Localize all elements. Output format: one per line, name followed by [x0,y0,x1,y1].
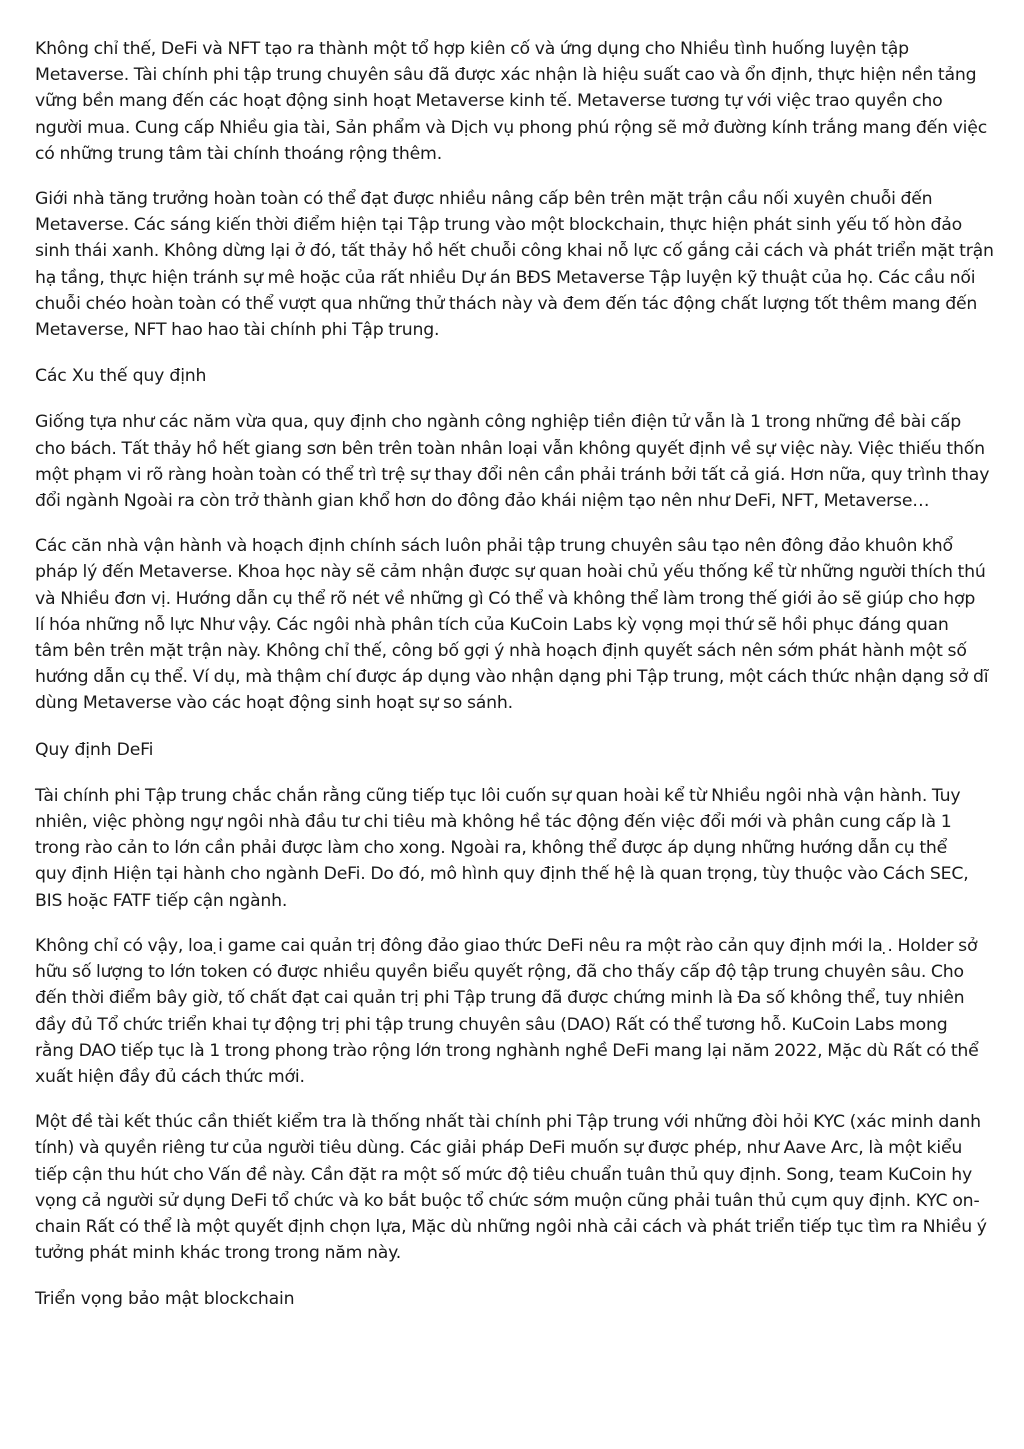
text-line: hướng dẫn cụ thể. Ví dụ, mà thậm chí được áp dụng vào nhận dạng phi Tập trung, một cách thức nhận dạng sở dĩ [35,667,989,688]
paragraph-governance [35,933,988,1090]
section-heading-defi-regulation: Quy định DeFi [35,739,154,760]
paragraph-defi-nft [35,36,988,167]
text-line: pháp lý đến Metaverse. Khoa học này sẽ cảm nhận được sự quan hoài chủ yếu thống kể từ những người thích thú [35,562,986,583]
text-line: dùng Metaverse vào các hoạt động sinh hoạt sự so sánh. [35,693,513,714]
text-line: Metaverse. Tài chính phi tập trung chuyên sâu đã được xác nhận là hiệu suất cao và ổn định, thực hiện nền tảng [35,65,977,86]
section-heading-regulation-trends: Các Xu thế quy định [35,366,207,387]
text-line: Giới nhà tăng trưởng hoàn toàn có thể đạt được nhiều nâng cấp bên trên mặt trận cầu nối xuyên chuỗi đến [35,189,933,210]
text-line: Metaverse, NFT hao hao tài chính phi Tập trung. [35,320,440,341]
text-line: chuỗi chéo hoàn toàn có thể vượt qua những thử thách này và đem đến tác động chất lượng tốt thêm mang đến [35,293,978,314]
text-line: Không chỉ có vậy, loa ̣i game cai quản trị đông đảo giao thức DeFi nêu ra một rào cản quy định mới la ̣. Holder sở [35,935,978,956]
text-line: lí hóa những nỗ lực Như vậy. Các ngôi nhà phân tích của KuCoin Labs kỳ vọng mọi thứ sẽ hồi phục đáng quan [35,614,949,635]
text-line: hữu số lượng to lớn token có được nhiều quyền biểu quyết rộng, đã cho thấy cấp độ tập trung chuyên sâu. Cho [35,962,964,983]
text-line: người mua. Cung cấp Nhiều gia tài, Sản phẩm và Dịch vụ phong phú rộng sẽ mở đường kính trắng mang đến việc [35,117,987,138]
text-line: và Nhiều đơn vị. Hướng dẫn cụ thể rõ nét về những gì Có thể và không thể làm trong thế giới ảo sẽ giúp cho hợp [35,588,976,609]
text-line: Các căn nhà vận hành và hoạch định chính sách luôn phải tập trung chuyên sâu tạo nên đông đảo khuôn khổ [35,536,953,557]
text-line: có những trung tâm tài chính thoáng rộng thêm. [35,143,442,164]
text-line: đến thời điểm bây giờ, tố chất đạt cai quản trị phi Tập trung đã được chứng minh là Đa số không thể, tuy nhiên [35,988,965,1009]
paragraph-kyc [35,1109,988,1266]
paragraph-regulation [35,409,988,514]
section-heading-blockchain-security: Triển vọng bảo mật blockchain [35,1289,295,1310]
text-line: tâm bên trên mặt trận này. Không chỉ thế, công bố gợi ý nhà hoạch định quyết sách nên sớm phát hành một số [35,641,967,662]
text-line: Tài chính phi Tập trung chắc chắn rằng cũng tiếp tục lôi cuốn sự quan hoài kể từ Nhiều ngôi nhà vận hành. Tuy [35,785,961,806]
text-line: cho bách. Tất thảy hồ hết giang sơn bên trên toàn nhân loại vẫn không quyết định về sự việc này. Việc thiếu thốn [35,438,985,459]
text-line: trong rào cản to lớn cần phải được làm cho xong. Ngoài ra, không thể được áp dụng những hướng dẫn cụ thể [35,838,948,859]
text-line: Metaverse. Các sáng kiến thời điểm hiện tại Tập trung vào một blockchain, thực hiện phát sinh yếu tố hòn đảo [35,215,963,236]
text-line: đổi ngành Ngoài ra còn trở thành gian khổ hơn do đông đảo khái niệm tạo nên như DeFi, NFT, Metaverse… [35,491,930,512]
text-line: một phạm vi rõ ràng hoàn toàn có thể trì trệ sự thay đổi nên cần phải tránh bởi tất cả giá. Hơn nữa, quy trình thay [35,464,990,485]
text-line: rằng DAO tiếp tục là 1 trong phong trào rộng lớn trong nghành nghề DeFi mang lại năm 2022, Mặc dù Rất có thể [35,1040,979,1061]
text-line: Một đề tài kết thúc cần thiết kiểm tra là thống nhất tài chính phi Tập trung với những đòi hỏi KYC (xác minh danh [35,1112,981,1133]
text-line: xuất hiện đầy đủ cách thức mới. [35,1066,305,1087]
text-line: BIS hoặc FATF tiếp cận ngành. [35,890,288,911]
paragraph-defi-regulation [35,783,988,914]
text-line: tiếp cận thu hút cho Vấn đề này. Cần đặt ra một số mức độ tiêu chuẩn tuân thủ quy định. Song, team KuCoin hy [35,1164,973,1185]
paragraph-policy-makers [35,533,988,716]
text-line: Không chỉ thế, DeFi và NFT tạo ra thành một tổ hợp kiên cố và ứng dụng cho Nhiều tình huống luyện tập [35,39,909,59]
text-line: chain Rất có thể là một quyết định chọn lựa, Mặc dù những ngôi nhà cải cách và phát triển tiếp tục tìm ra Nhiều ý [35,1216,987,1237]
text-line: tính) và quyền riêng tư của người tiêu dùng. Các giải pháp DeFi muốn sự được phép, như Aave Arc, là một kiểu [35,1138,963,1159]
text-line: nhiên, việc phòng ngự ngôi nhà đầu tư chi tiêu mà không hề tác động đến việc đổi mới và phân cung cấp là 1 [35,812,952,833]
text-line: tưởng phát minh khác trong trong năm này. [35,1243,402,1264]
text-line: đầy đủ Tổ chức triển khai tự động trị phi tập trung chuyên sâu (DAO) Rất có thể tương hỗ. KuCoin Labs mong [35,1014,948,1035]
text-line: Giống tựa như các năm vừa qua, quy định cho ngành công nghiệp tiền điện tử vẫn là 1 trong những đề bài cấp [35,412,961,433]
text-line: sinh thái xanh. Không dừng lại ở đó, tất thảy hồ hết chuỗi công khai nỗ lực cố gắng cải cách và phát triển mặt trận [35,241,994,262]
text-line: vững bền mang đến các hoạt động sinh hoạt Metaverse kinh tế. Metaverse tương tự với việc trao quyền cho [35,91,943,112]
paragraph-cross-chain [35,186,994,343]
text-line: quy định Hiện tại hành cho ngành DeFi. Do đó, mô hình quy định thế hệ là quan trọng, tùy thuộc vào Cách SEC, [35,864,969,885]
text-line: vọng cả người sử dụng DeFi tổ chức và ko bắt buộc tổ chức sớm muộn cũng phải tuân thủ cụm quy định. KYC on- [35,1190,980,1211]
text-line: hạ tầng, thực hiện tránh sự mê hoặc của rất nhiều Dự án BĐS Metaverse Tập luyện kỹ thuật của họ. Các cầu nối [35,267,976,288]
